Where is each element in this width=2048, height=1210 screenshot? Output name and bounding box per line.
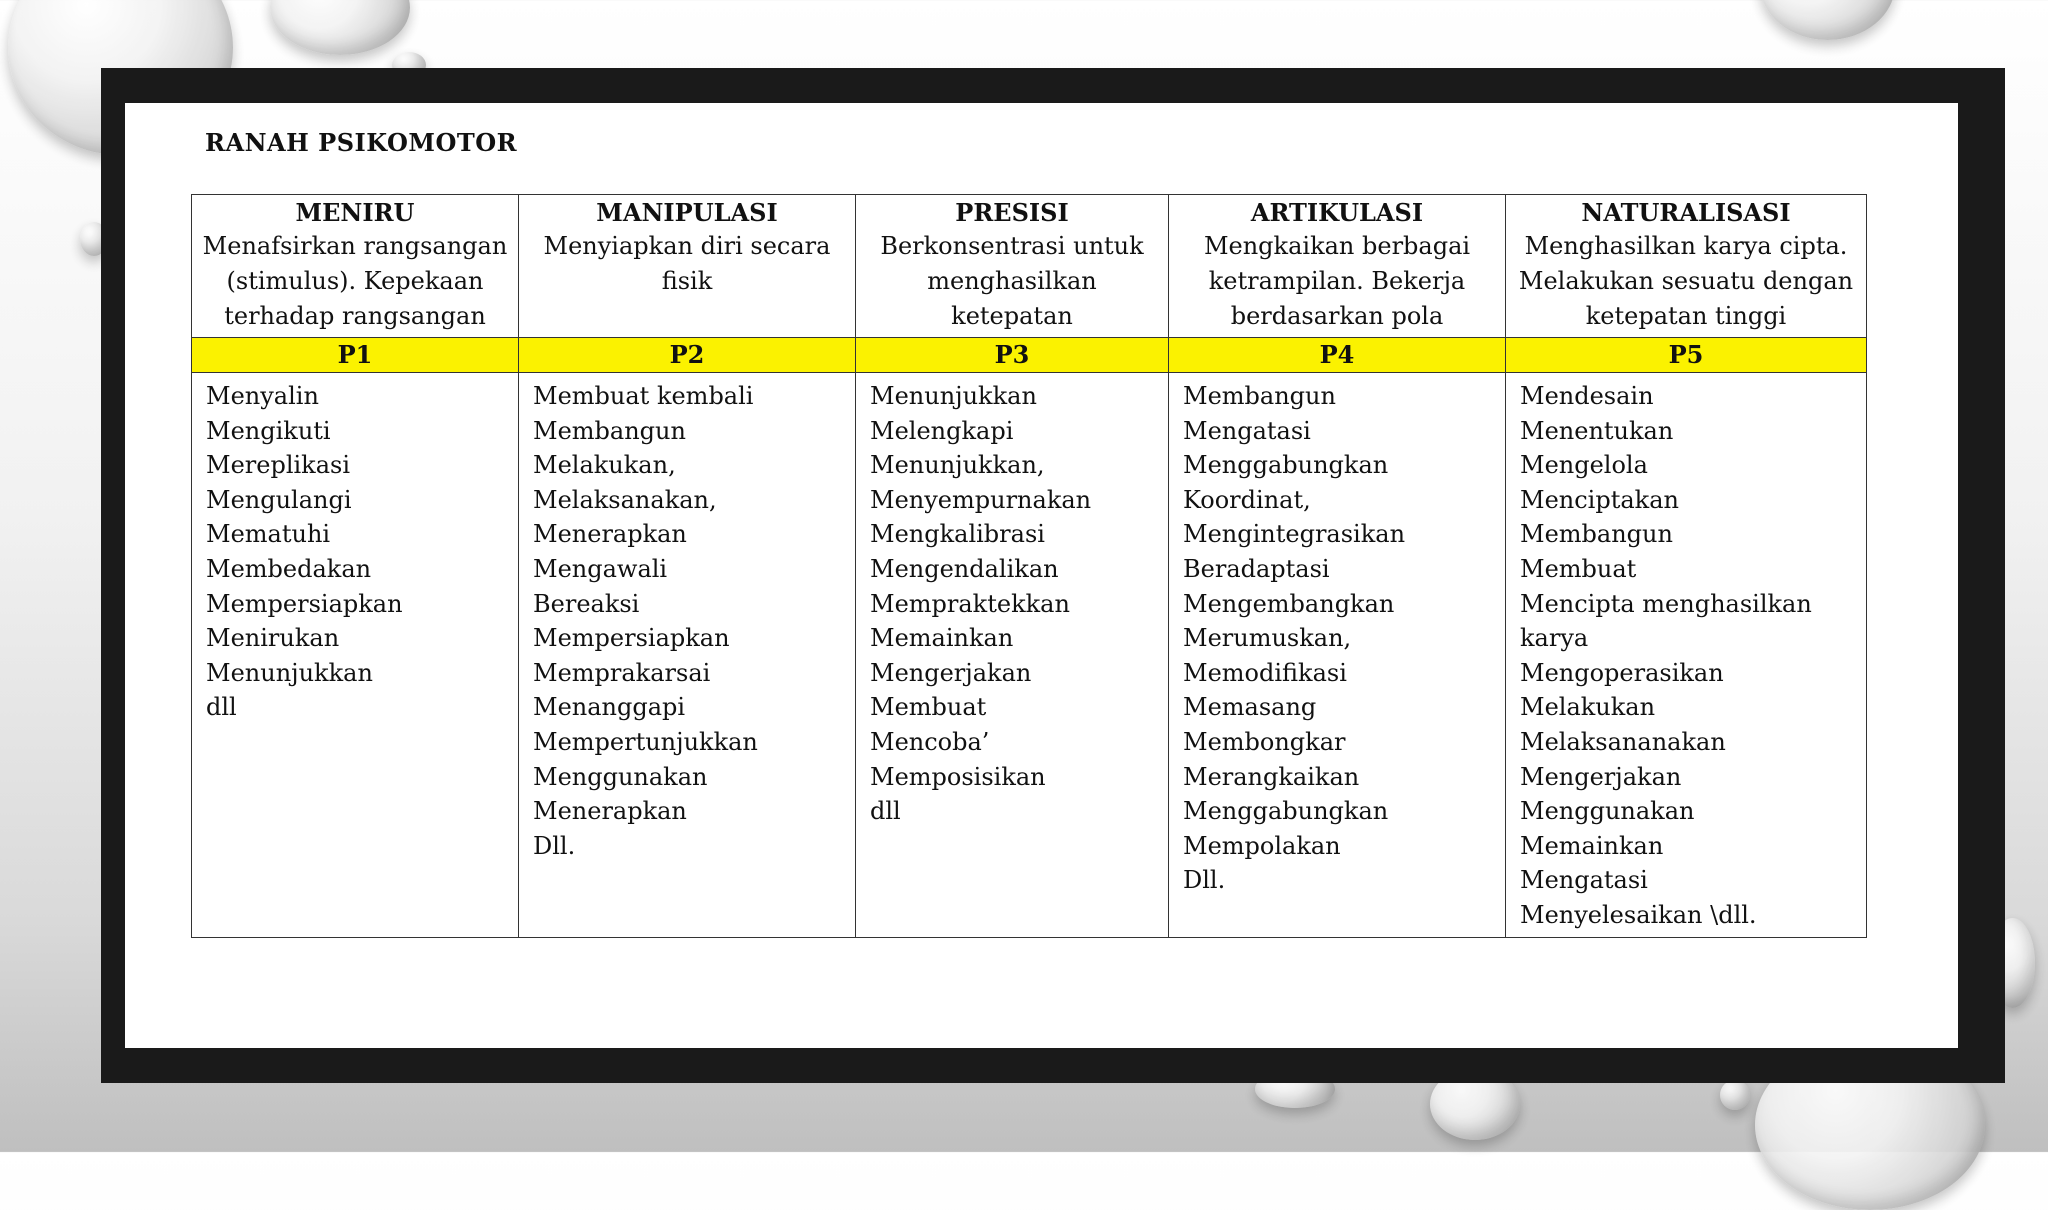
verb-item: Bereaksi — [533, 589, 640, 618]
verb-item: karya — [1520, 624, 1589, 653]
verb-item: Melaksananakan — [1520, 727, 1726, 756]
category-name: NATURALISASI — [1581, 198, 1791, 227]
verb-item: Merangkaikan — [1183, 762, 1360, 791]
verb-item: Menggunakan — [533, 762, 708, 791]
verb-item: Mengoperasikan — [1520, 658, 1724, 687]
category-description-line: terhadap rangsangan — [224, 302, 486, 330]
verb-item: Mempersiapkan — [206, 589, 403, 618]
verb-list-p2 — [519, 373, 856, 938]
category-description-line: ketepatan tinggi — [1585, 302, 1787, 330]
verb-item: Memprakarsai — [533, 658, 711, 687]
verb-item: Mengulangi — [206, 485, 352, 514]
verb-item: Menentukan — [1520, 416, 1674, 445]
verb-item: dll — [870, 797, 901, 826]
verb-item: Menunjukkan, — [870, 451, 1045, 480]
verb-item: Menyempurnakan — [870, 485, 1092, 514]
verb-item: Memainkan — [870, 624, 1014, 653]
verb-item: Membangun — [1183, 382, 1336, 410]
verb-item: Melengkapi — [870, 416, 1014, 445]
column-header-presisi — [856, 195, 1169, 338]
verb-item: Beradaptasi — [1183, 554, 1330, 583]
verb-item: Mencipta menghasilkan — [1520, 589, 1812, 618]
verb-item: Mengkalibrasi — [870, 520, 1045, 549]
verb-item: Menerapkan — [533, 797, 687, 826]
verb-item: Memodifikasi — [1183, 658, 1347, 687]
verb-item: Menyelesaikan \dll. — [1520, 900, 1757, 929]
verb-item: Mempolakan — [1183, 831, 1341, 860]
level-label-p5: P5 — [1506, 338, 1867, 373]
verb-item: Menyalin — [206, 382, 319, 410]
verb-list-p1 — [192, 373, 519, 938]
category-description-line: Melakukan sesuatu dengan — [1518, 267, 1854, 295]
verb-item: Menirukan — [206, 624, 340, 653]
verb-item: Membangun — [1520, 520, 1673, 549]
verb-item: Mencoba’ — [870, 727, 990, 756]
verb-item: Menggabungkan — [1183, 451, 1389, 480]
verb-item: Dll. — [1183, 866, 1226, 895]
verb-item: Dll. — [533, 831, 576, 860]
category-name: MANIPULASI — [596, 198, 778, 227]
column-header-naturalisasi — [1506, 195, 1867, 338]
level-label-p1: P1 — [192, 338, 519, 373]
category-description-line: (stimulus). Kepekaan — [226, 267, 484, 295]
verb-item: Membuat kembali — [533, 382, 754, 410]
category-name: ARTIKULASI — [1250, 198, 1424, 227]
verb-item: Mengikuti — [206, 416, 331, 445]
verb-item: Melakukan, — [533, 451, 676, 480]
category-description-line: Menafsirkan rangsangan — [202, 232, 508, 260]
verb-item: Mempraktekkan — [870, 589, 1070, 618]
header-row — [192, 195, 1867, 338]
verb-item: Mematuhi — [206, 520, 331, 549]
category-description-line: Mengkaikan berbagai — [1203, 232, 1471, 260]
column-header-artikulasi — [1169, 195, 1506, 338]
category-description-line: menghasilkan ketepatan — [927, 267, 1097, 330]
verb-item: Mengembangkan — [1183, 589, 1395, 618]
verb-list-p5 — [1506, 373, 1867, 938]
verb-list-p3 — [856, 373, 1169, 938]
verb-item: Membongkar — [1183, 727, 1346, 756]
level-label-p3: P3 — [856, 338, 1169, 373]
verb-item: Mengerjakan — [1520, 762, 1682, 791]
verb-item: Membedakan — [206, 554, 372, 583]
verbs-row — [192, 373, 1867, 938]
verb-item: Menciptakan — [1520, 485, 1679, 514]
verb-item: Mengatasi — [1520, 866, 1648, 895]
category-description-line: berdasarkan pola — [1230, 302, 1444, 330]
verb-item: Mempersiapkan — [533, 624, 730, 653]
verb-item: Memasang — [1183, 693, 1317, 722]
category-description-line: Menghasilkan karya cipta. — [1524, 232, 1848, 260]
verb-item: Membangun — [533, 416, 686, 445]
verb-item: Mereplikasi — [206, 451, 351, 480]
slide-title: RANAH PSIKOMOTOR — [205, 128, 518, 157]
category-description-line: ketrampilan. Bekerja — [1208, 267, 1466, 295]
verb-item: Menerapkan — [533, 520, 687, 549]
category-description-line: Menyiapkan diri secara — [543, 232, 831, 260]
column-header-manipulasi — [519, 195, 856, 338]
water-droplet-decoration — [1760, 0, 1895, 40]
verb-item: dll — [206, 693, 237, 722]
verb-item: Mengintegrasikan — [1183, 520, 1406, 549]
verb-item: Memposisikan — [870, 762, 1046, 791]
verb-item: Mengawali — [533, 554, 668, 583]
verb-item: Mengendalikan — [870, 554, 1059, 583]
water-droplet-decoration — [270, 0, 410, 55]
verb-item: Mempertunjukkan — [533, 727, 758, 756]
column-header-meniru — [192, 195, 519, 338]
category-description-line: fisik — [661, 267, 713, 295]
level-row — [192, 338, 1867, 373]
verb-item: Memainkan — [1520, 831, 1664, 860]
level-label-p4: P4 — [1169, 338, 1506, 373]
verb-item: Menunjukkan — [206, 658, 373, 687]
verb-item: Membuat — [870, 693, 987, 722]
verb-item: Merumuskan, — [1183, 624, 1352, 653]
verb-item: Membuat — [1520, 554, 1637, 583]
verb-item: Menggabungkan — [1183, 797, 1389, 826]
verb-item: Mengerjakan — [870, 658, 1032, 687]
category-name: PRESISI — [955, 198, 1069, 227]
verb-list-p4 — [1169, 373, 1506, 938]
category-name: MENIRU — [295, 198, 415, 227]
level-label-p2: P2 — [519, 338, 856, 373]
water-droplet-decoration — [1720, 1080, 1750, 1110]
verb-item: Koordinat, — [1183, 485, 1311, 514]
verb-item: Menggunakan — [1520, 797, 1695, 826]
verb-item: Mengatasi — [1183, 416, 1311, 445]
verb-item: Mendesain — [1520, 382, 1654, 410]
verb-item: Menanggapi — [533, 693, 686, 722]
verb-item: Melakukan — [1520, 693, 1656, 722]
category-description-line: Berkonsentrasi untuk — [880, 232, 1144, 260]
psychomotor-table — [191, 194, 1867, 938]
verb-item: Mengelola — [1520, 451, 1648, 480]
verb-item: Menunjukkan — [870, 382, 1037, 410]
verb-item: Melaksanakan, — [533, 485, 717, 514]
